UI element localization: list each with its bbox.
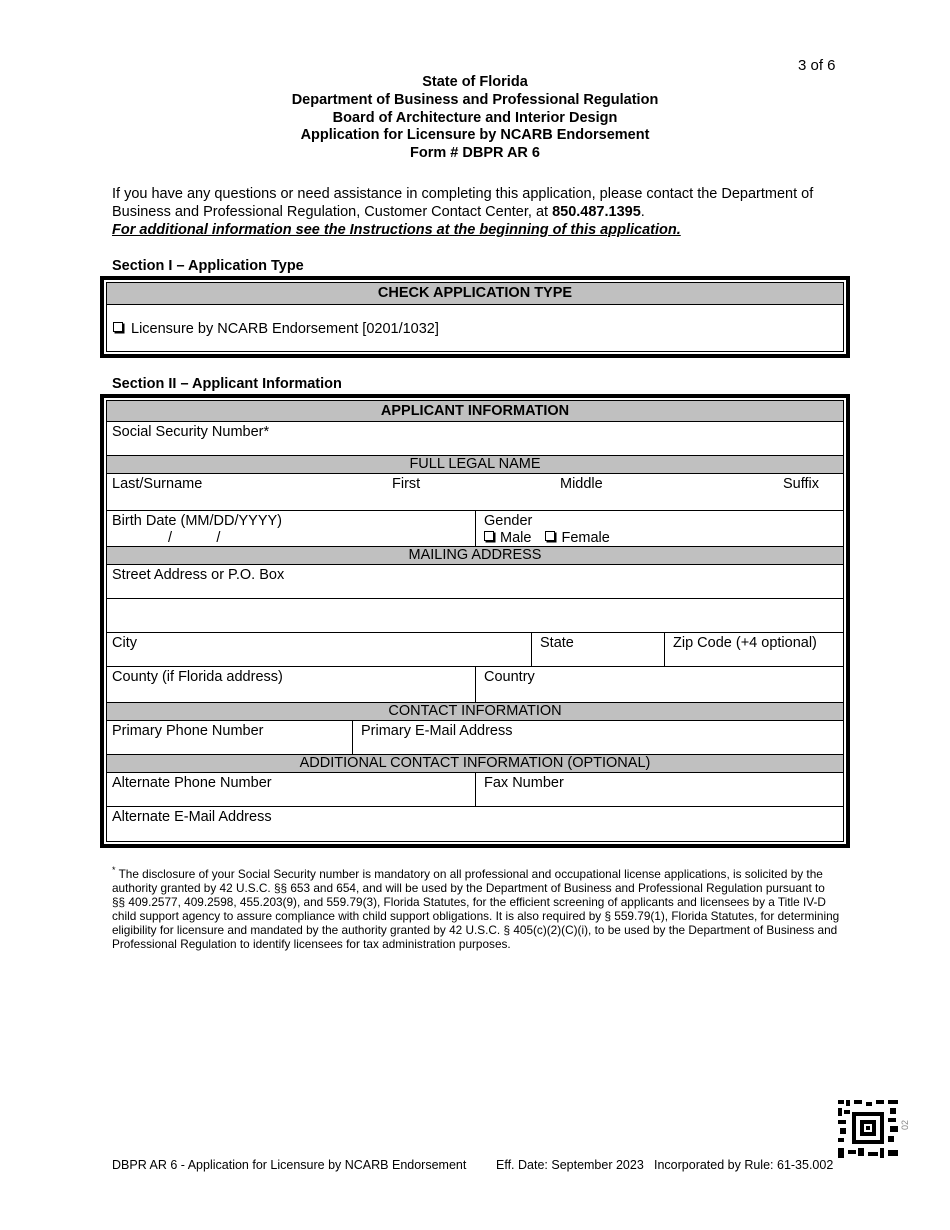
state-label: State [540, 635, 574, 651]
footer-effective-date: Eff. Date: September 2023 [496, 1158, 644, 1172]
birth-date-label: Birth Date (MM/DD/YYYY) [112, 513, 282, 529]
email-label: Primary E-Mail Address [361, 723, 513, 739]
ssn-label: Social Security Number* [112, 424, 270, 440]
option-ncarb[interactable] [113, 321, 439, 337]
header-department: Department of Business and Professional Regulation [291, 91, 659, 108]
section2-box [100, 394, 850, 848]
footer-form-name: DBPR AR 6 - Application for Licensure by NCARB Endorsement [112, 1158, 467, 1172]
gender-field [475, 511, 843, 546]
birth-date-separators: / / [168, 530, 221, 546]
male-option[interactable] [484, 530, 531, 546]
section2-title: Section II – Applicant Information [112, 376, 342, 392]
alt-phone-field[interactable] [107, 773, 475, 806]
ssn-row[interactable] [107, 422, 843, 456]
ncarb-checkbox[interactable] [113, 322, 123, 332]
name-row[interactable] [107, 474, 843, 511]
section1-box [100, 276, 850, 358]
suffix-label: Suffix [783, 476, 820, 492]
city-label: City [112, 635, 137, 651]
phone-field[interactable] [107, 721, 352, 754]
phone-label: Primary Phone Number [112, 723, 264, 739]
zip-label: Zip Code (+4 optional) [673, 635, 817, 651]
contact-row [107, 721, 843, 755]
check-type-bar: CHECK APPLICATION TYPE [107, 283, 843, 305]
header-board: Board of Architecture and Interior Design [332, 109, 618, 126]
email-field[interactable] [352, 721, 843, 754]
full-legal-name-bar: FULL LEGAL NAME [107, 456, 843, 474]
ncarb-label: Licensure by NCARB Endorsement [0201/1032] [131, 321, 439, 337]
header-title: Application for Licensure by NCARB Endorsement [300, 127, 650, 144]
city-field[interactable] [107, 633, 531, 666]
additional-contact-bar: ADDITIONAL CONTACT INFORMATION (OPTIONAL) [107, 755, 843, 773]
footer-rule: Incorporated by Rule: 61-35.002 [654, 1158, 834, 1172]
male-label: Male [500, 530, 532, 546]
alt-email-label: Alternate E-Mail Address [112, 809, 272, 825]
barcode-side-text: 02 [900, 1120, 910, 1131]
intro-paragraph [112, 186, 832, 239]
mailing-address-bar: MAILING ADDRESS [107, 547, 843, 565]
street-row[interactable] [107, 565, 843, 599]
county-label: County (if Florida address) [112, 669, 283, 685]
header-state: State of Florida [422, 74, 528, 90]
ssn-footnote [112, 863, 840, 951]
county-row [107, 667, 843, 703]
last-name-label: Last/Surname [112, 476, 203, 492]
barcode-icon [838, 1100, 898, 1158]
applicant-info-bar: APPLICANT INFORMATION [107, 401, 843, 422]
birth-gender-row [107, 511, 843, 547]
form-header [0, 74, 950, 163]
contact-phone: 850.487.1395 [552, 203, 641, 220]
instructions-note: For additional information see the Instructions at the beginning of this application. [112, 221, 681, 238]
city-row [107, 633, 843, 667]
street-label: Street Address or P.O. Box [112, 567, 285, 583]
female-checkbox[interactable] [545, 531, 555, 541]
male-checkbox[interactable] [484, 531, 494, 541]
intro-text: If you have any questions or need assistance in completing this application, please contact the Department of Business and Professional Regulation, Customer Contact Center, at [112, 186, 814, 220]
first-name-label: First [392, 476, 421, 492]
middle-name-label: Middle [560, 476, 603, 492]
zip-field[interactable] [664, 633, 843, 666]
gender-label: Gender [484, 513, 533, 529]
alt-contact-row [107, 773, 843, 807]
contact-info-bar: CONTACT INFORMATION [107, 703, 843, 721]
header-form-number: Form # DBPR AR 6 [410, 145, 540, 162]
footnote-mark: * [112, 865, 116, 875]
county-field[interactable] [107, 667, 475, 702]
country-field[interactable] [475, 667, 843, 702]
intro-period: . [640, 203, 645, 220]
country-label: Country [484, 669, 535, 685]
page-number: 3 of 6 [798, 57, 836, 74]
footnote-text: The disclosure of your Social Security number is mandatory on all professional and occupational license applications, is solicited by the authority granted by 42 U.S.C. §§ 653 and 654, and will be used by the Department of Business and Professional Regulation pursuant to §§ 409.2577, 409.2598, 455.203(9), and 559.79(3), Florida Statutes, for the efficient screening of applicants and licensees by a Title IV-D child support agency to assure compliance with child support obligations. It is also required by § 559.79(1), Florida Statutes, for determining eligibility for licensure and mandated by the authority granted by 42 U.S.C. § 405(c)(2)(C)(i), to be used by the Department of Business and Professional Regulation to identify licensees for tax administration purposes. [112, 866, 840, 951]
female-label: Female [561, 530, 610, 546]
section1-title: Section I – Application Type [112, 258, 304, 274]
alt-phone-label: Alternate Phone Number [112, 775, 272, 791]
state-field[interactable] [531, 633, 664, 666]
street-row-2[interactable] [107, 599, 843, 633]
fax-label: Fax Number [484, 775, 564, 791]
birth-date-field[interactable] [107, 511, 475, 546]
female-option[interactable] [545, 530, 609, 546]
alt-email-row[interactable] [107, 807, 843, 841]
fax-field[interactable] [475, 773, 843, 806]
